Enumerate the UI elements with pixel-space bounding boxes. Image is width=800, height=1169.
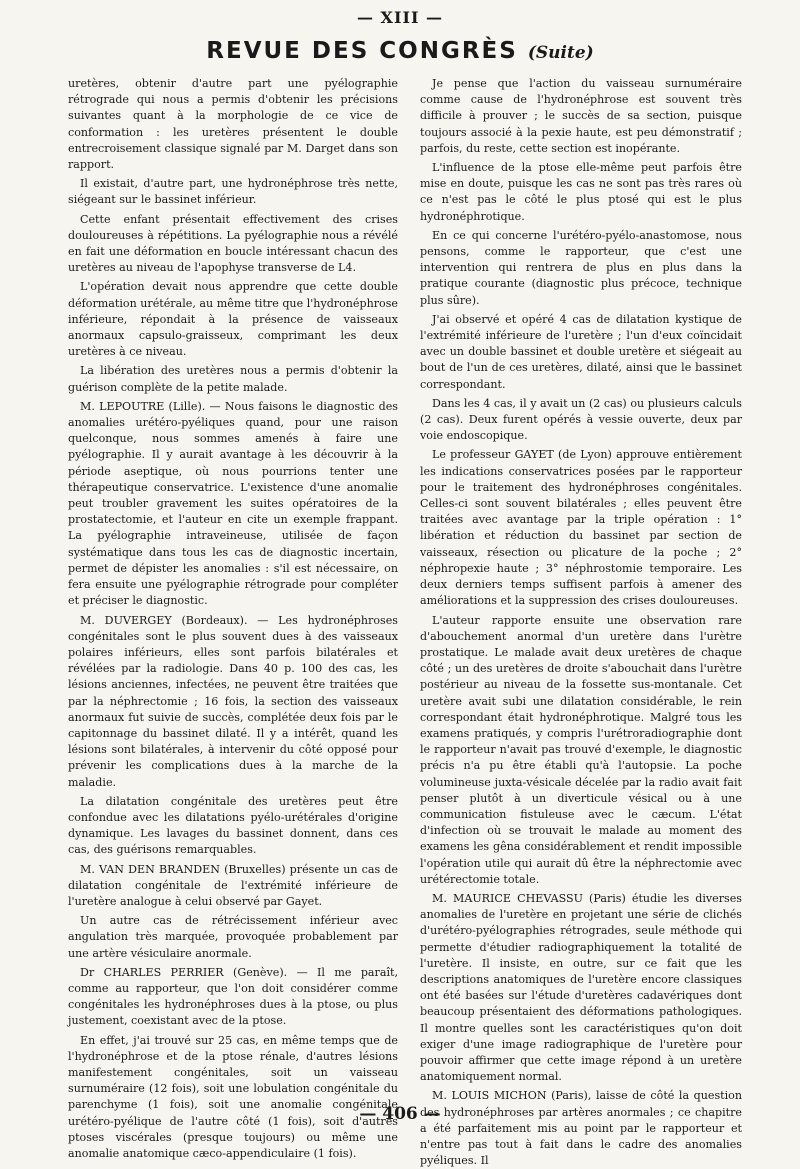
paragraph: M. LOUIS MICHON (Paris), laisse de côté la question des hydronéphroses par artères anormales ; ce chapitre a été parfaitement mis au point par le rapporteur et n'entre pas tout à fait dans le cadre des anomalies pyéliques. Il: [420, 1089, 742, 1168]
paragraph: uretères, obtenir d'autre part une pyélographie rétrograde qui nous a permis d'obtenir les précisions suivantes quant à la morphologie de ce vice de conformation : les uretères présentent le double entrecroisement classique signalé par M. Darget dans son rapport.: [68, 77, 398, 172]
page-title: [0, 38, 800, 64]
paragraph: Dans les 4 cas, il y avait un (2 cas) ou plusieurs calculs (2 cas). Deux furent opérés à vessie ouverte, deux par voie endoscopique.: [420, 396, 742, 443]
paragraph: M. VAN DEN BRANDEN (Bruxelles) présente un cas de dilatation congénitale de l'extrémité inférieure de l'uretère analogue à celui observé par Gayet.: [68, 862, 398, 908]
paragraph: M. DUVERGEY (Bordeaux). — Les hydronéphroses congénitales sont le plus souvent dues à des vaisseaux polaires inférieurs, elles sont parfois bilatérales et révélées par la radiologie. Dans 40 p. 100 des cas, les lésions anciennes, infectées, ne peuvent être traitées que par la néphrectomie ; 16 fois, la section des vaisseaux anormaux fut suivie de succès, complétée deux fois par le capitonnage du bassinet dilaté. Il y a intérêt, quand les lésions sont bilatérales, à intervenir du côté opposé pour prévenir les complications dues à la marche de la maladie.: [68, 613, 398, 789]
folio-top: — XIII —: [356, 8, 443, 27]
paragraph: Un autre cas de rétrécissement inférieur avec angulation très marquée, provoquée probablement par une artère vésiculaire anormale.: [68, 914, 398, 960]
paragraph: En ce qui concerne l'urétéro-pyélo-anastomose, nous pensons, comme le rapporteur, que c'est une intervention qui rentrera de plus en plus dans la pratique courante (diagnostic plus précoce, technique plus sûre).: [420, 228, 742, 307]
paragraph: En effet, j'ai trouvé sur 25 cas, en même temps que de l'hydronéphrose et de la ptose rénale, d'autres lésions manifestement congénitales, soit un vaisseau surnuméraire (12 fois), soit une lobulation congénitale du parenchyme (1 fois), soit une anomalie congénitale urétéro-pyélique de l'autre côté (1 fois), soit d'autres ptoses viscérales (presque toujours) ou même une anomalie anatomique cæco-appendiculaire (1 fois).: [68, 1033, 398, 1160]
right-column: [420, 76, 742, 1168]
paragraph: L'opération devait nous apprendre que cette double déformation urétérale, au même titre que l'hydronéphrose inférieure, répondait à la présence de vaisseaux anormaux capsulo-graisseux, comprimant les deux uretères à ce niveau.: [68, 280, 398, 359]
paragraph: La dilatation congénitale des uretères peut être confondue avec les dilatations pyélo-urétérales d'origine dynamique. Les lavages du bassinet donnent, dans ces cas, des guérisons remarquables.: [68, 794, 398, 857]
paragraph: L'auteur rapporte ensuite une observation rare d'abouchement anormal d'un uretère dans l'urètre prostatique. Le malade avait deux uretères de chaque côté ; un des uretères de droite s'abouchait dans l'urètre postérieur au niveau de la fossette sus-montanale. Cet uretère avait subi une dilatation considérable, le rein correspondant était hydronéphrotique. Malgré tous les examens pratiqués, y compris l'urétroradiographie dont le rapporteur n'avait pas trouvé d'exemple, le diagnostic précis n'a pu être établi qu'à l'autopsie. La poche volumineuse juxta-vésicale décelée par la radio avait fait penser plutôt à un diverticule vésical ou à une communication fistuleuse avec le cæcum. L'état d'infection où se trouvait le malade au moment des examens les gêna considérablement et rendit impossible l'opération utile qui aurait dû être la néphrectomie avec urétérectomie totale.: [420, 613, 742, 886]
paragraph: Je pense que l'action du vaisseau surnuméraire comme cause de l'hydronéphrose est souvent très difficile à prouver ; le succès de sa section, puisque toujours associé à la pexie haute, est peu démonstratif ; parfois, du reste, cette section est inopérante.: [420, 77, 742, 155]
paragraph: L'influence de la ptose elle-même peut parfois être mise en doute, puisque les cas ne sont pas très rares où ce n'est pas le côté le plus ptosé qui est le plus hydronéphrotique.: [420, 161, 742, 223]
paragraph: M. LEPOUTRE (Lille). — Nous faisons le diagnostic des anomalies urétéro-pyéliques quand, pour une raison quelconque, nous sommes amenés à faire une pyélographie. Il y aurait avantage à les découvrir à la période aseptique, où nous pourrions tenter une thérapeutique conservatrice. L'existence d'une anomalie peut troubler gravement les suites opératoires de la prostatectomie, et l'auteur en cite un exemple frappant. La pyélographie intraveineuse, utilisée de façon systématique dans tous les cas de diagnostic incertain, permet de dépister les anomalies : s'il est nécessaire, on fera ensuite une pyélographie rétrograde pour compléter et préciser le diagnostic.: [68, 399, 398, 608]
page-number: — 406 —: [359, 1104, 441, 1124]
paragraph: J'ai observé et opéré 4 cas de dilatation kystique de l'extrémité inférieure de l'uretère ; l'un d'eux coïncidait avec un double bassinet et double uretère et siégeait au bout de l'un de ces uretères, dilaté, ainsi que le bassinet correspondant.: [420, 312, 742, 391]
paragraph: M. MAURICE CHEVASSU (Paris) étudie les diverses anomalies de l'uretère en projetant une série de clichés d'urétéro-pyélographies rétrogrades, seule méthode qui permette d'étudier radiographiquement la totalité de l'uretère. Il insiste, en outre, sur ce fait que les descriptions anatomiques de l'uretère encore classiques ont été basées sur l'étude d'uretères cadavériques dont beaucoup présentaient des déformations pathologiques. Il montre quelles sont les caractéristiques qu'on doit exiger d'une image radiographique de l'uretère pour pouvoir affirmer que cette image répond à un uretère anatomiquement normal.: [420, 891, 742, 1084]
paragraph: Il existait, d'autre part, une hydronéphrose très nette, siégeant sur le bassinet inférieur.: [68, 177, 398, 207]
paragraph: Dr CHARLES PERRIER (Genève). — Il me paraît, comme au rapporteur, que l'on doit considérer comme congénitales les hydronéphroses dues à la ptose, ou plus justement, coexistant avec de la ptose.: [68, 965, 398, 1028]
paragraph: Le professeur GAYET (de Lyon) approuve entièrement les indications conservatrices posées par le rapporteur pour le traitement des hydronéphroses congénitales. Celles-ci sont souvent bilatérales ; elles peuvent être traitées avec avantage par la triple opération : 1° libération et réduction du bassinet par section de vaisseaux, résection ou plicature de la poche ; 2° néphropexie haute ; 3° néphrostomie temporaire. Les deux derniers temps suffisent parfois à amener des améliorations et la suppression des crises douloureuses.: [420, 448, 742, 608]
paragraph: La libération des uretères nous a permis d'obtenir la guérison complète de la petite malade.: [68, 364, 398, 394]
left-column: [68, 76, 398, 1160]
title-suffix: (Suite): [527, 43, 594, 63]
paragraph: Cette enfant présentait effectivement des crises douloureuses à répétitions. La pyélographie nous a révélé en fait une déformation en boucle intéressant chacun des uretères au niveau de l'apophyse transverse de L4.: [68, 212, 398, 275]
title-text: REVUE DES CONGRÈS: [206, 38, 518, 64]
